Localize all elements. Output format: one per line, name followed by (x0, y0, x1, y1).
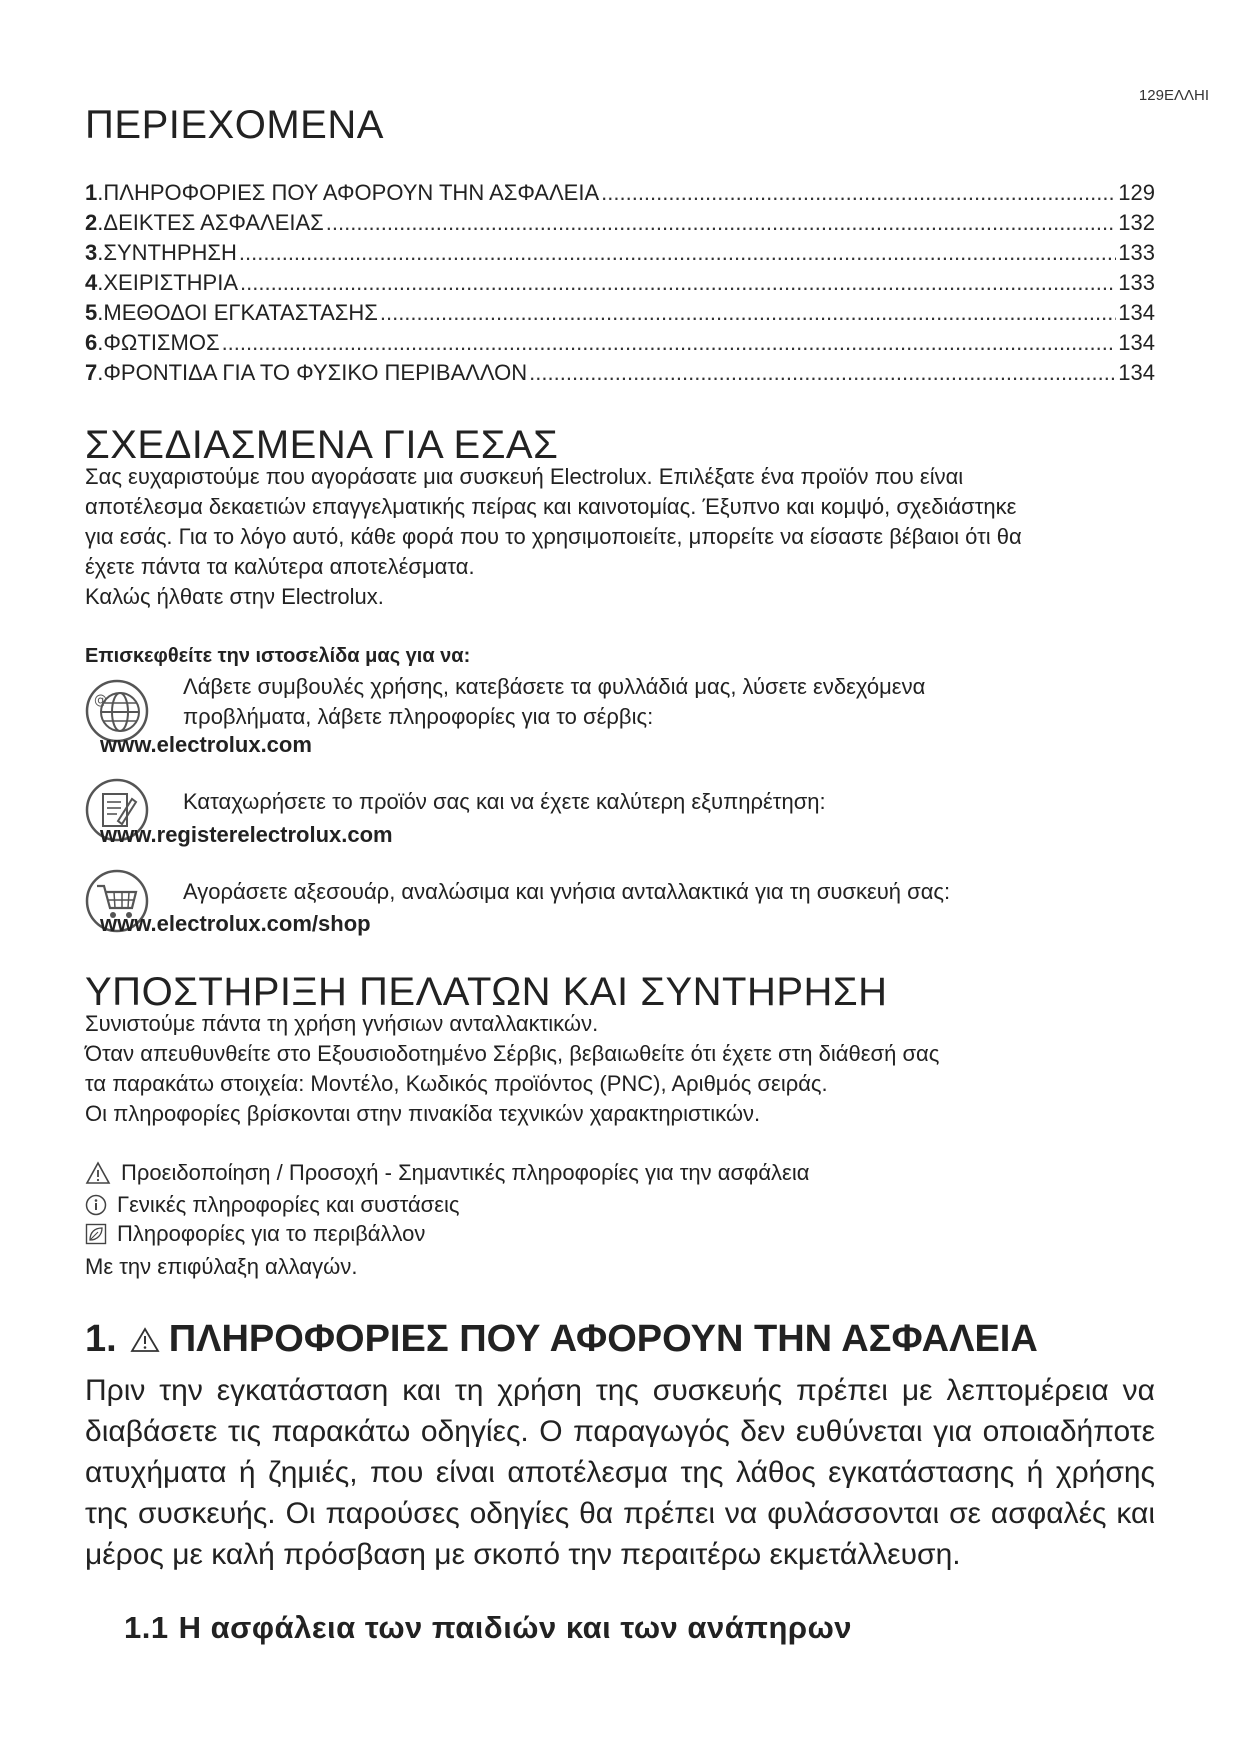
shop-link[interactable]: www.electrolux.com/shop (100, 911, 371, 936)
toc-leader-dots (240, 268, 1116, 298)
designed-line: έχετε πάντα τα καλύτερα αποτελέσματα. (85, 554, 475, 579)
legend-environment-text: Πληροφορίες για το περιβάλλον (117, 1221, 426, 1246)
toc-item-page: 133 (1118, 270, 1155, 295)
toc-item-separator: . (97, 330, 104, 355)
section1-body: Πριν την εγκατάσταση και τη χρήση της συσκευής πρέπει με λεπτομέρεια να διαβάσετε τις παρακάτω οδηγίες. Ο παραγωγός δεν ευθύνεται για οποιαδήποτε ατυχήματα ή ζημιές, που είναι αποτέλεσμα της λάθος εγκατάστασης ή χρήσης της συσκευής. Οι παρούσες οδηγίες θα πρέπει να φυλάσσονται σε ασφαλές και μέρος με καλή πρόσβαση με σκοπό την περαιτέρω εκμετάλλευση. (85, 1374, 1155, 1571)
toc-item-page: 134 (1118, 300, 1155, 325)
toc-item-number: 3 (85, 240, 98, 265)
legend-environment (85, 1221, 425, 1247)
subject-to-change-note: Με την επιφύλαξη αλλαγών. (85, 1254, 358, 1279)
designed-line: αποτέλεσμα δεκαετιών επαγγελματικής πείρας και καινοτομίας. Έξυπνο και κομψό, σχεδιάστηκε (85, 494, 1017, 519)
toc-item-separator: . (97, 210, 104, 235)
toc-item-number: 4 (85, 270, 98, 295)
toc-item-label: ΦΡΟΝΤΙΔΑ ΓΙΑ ΤΟ ΦΥΣΙΚΟ ΠΕΡΙΒΑΛΛΟΝ (103, 360, 528, 385)
electrolux-link[interactable]: www.electrolux.com (100, 732, 312, 757)
subsection-1-1-title (124, 1610, 852, 1646)
visit-item-line: Λάβετε συμβουλές χρήσης, κατεβάσετε τα φυλλάδιά μας, λύσετε ενδεχόμενα (183, 674, 926, 699)
warning-icon (129, 1326, 161, 1354)
toc-item-label: ΜΕΘΟΔΟΙ ΕΓΚΑΤΑΣΤΑΣΗΣ (103, 300, 378, 325)
toc-item-page: 134 (1118, 330, 1155, 355)
toc-item-separator: . (97, 180, 104, 205)
toc-item[interactable] (85, 178, 1155, 208)
toc-leader-dots (601, 178, 1116, 208)
svg-text:@: @ (94, 693, 107, 708)
toc-item[interactable] (85, 298, 1155, 328)
toc-item-separator: . (97, 300, 104, 325)
visit-item-text (183, 877, 1083, 907)
warning-icon (85, 1161, 111, 1185)
support-line: τα παρακάτω στοιχεία: Μοντέλο, Κωδικός προϊόντος (PNC), Αριθμός σειράς. (85, 1071, 828, 1096)
toc-item-number: 2 (85, 210, 98, 235)
toc-item-number: 7 (85, 360, 98, 385)
toc-leader-dots (380, 298, 1116, 328)
register-link[interactable]: www.registerelectrolux.com (100, 822, 393, 847)
table-of-contents (85, 178, 1155, 388)
toc-item[interactable] (85, 238, 1155, 268)
toc-leader-dots (239, 238, 1116, 268)
section1-title (85, 1318, 1038, 1361)
visit-item-line: προβλήματα, λάβετε πληροφορίες για το σέρβις: (183, 704, 654, 729)
legend-warning (85, 1160, 809, 1186)
designed-text (85, 462, 1155, 612)
section1-heading-text: ΠΛΗΡΟΦΟΡΙΕΣ ΠΟΥ ΑΦΟΡΟΥΝ ΤΗΝ ΑΣΦΑΛΕΙΑ (168, 1318, 1038, 1360)
toc-item-separator: . (97, 240, 104, 265)
toc-item-page: 132 (1118, 210, 1155, 235)
legend-warning-text: Προειδοποίηση / Προσοχή - Σημαντικές πληροφορίες για την ασφάλεια (121, 1160, 810, 1185)
support-text (85, 1009, 1155, 1129)
toc-title: ΠΕΡΙΕΧΟΜΕΝΑ (85, 103, 384, 147)
legend-info (85, 1192, 460, 1218)
visit-item-text (183, 787, 1083, 817)
toc-item[interactable] (85, 208, 1155, 238)
toc-leader-dots (529, 358, 1116, 388)
toc-item-number: 6 (85, 330, 98, 355)
toc-item-number: 1 (85, 180, 98, 205)
visit-item-text (183, 672, 1083, 732)
support-line: Οι πληροφορίες βρίσκονται στην πινακίδα τεχνικών χαρακτηριστικών. (85, 1101, 761, 1126)
toc-item[interactable] (85, 268, 1155, 298)
visit-item-line: Αγοράσετε αξεσουάρ, αναλώσιμα και γνήσια ανταλλακτικά για τη συσκευή σας: (183, 879, 951, 904)
toc-leader-dots (326, 208, 1117, 238)
toc-item-label: ΠΛΗΡΟΦΟΡΙΕΣ ΠΟΥ ΑΦΟΡΟΥΝ ΤΗΝ ΑΣΦΑΛΕΙΑ (103, 180, 600, 205)
toc-item-separator: . (97, 270, 104, 295)
support-line: Συνιστούμε πάντα τη χρήση γνήσιων ανταλλακτικών. (85, 1011, 599, 1036)
toc-item-page: 134 (1118, 360, 1155, 385)
toc-item[interactable] (85, 358, 1155, 388)
designed-line: Καλώς ήλθατε στην Electrolux. (85, 584, 384, 609)
toc-leader-dots (222, 328, 1117, 358)
visit-heading: Επισκεφθείτε την ιστοσελίδα μας για να: (85, 645, 471, 667)
toc-item[interactable] (85, 328, 1155, 358)
support-title: ΥΠΟΣΤΗΡΙΞΗ ΠΕΛΑΤΩΝ ΚΑΙ ΣΥΝΤΗΡΗΣΗ (85, 970, 888, 1014)
legend-info-text: Γενικές πληροφορίες και συστάσεις (117, 1192, 460, 1217)
subsection-number: 1.1 (124, 1610, 169, 1645)
toc-item-page: 133 (1118, 240, 1155, 265)
designed-line: Σας ευχαριστούμε που αγοράσατε μια συσκευή Electrolux. Επιλέξατε ένα προϊόν που είναι (85, 464, 964, 489)
info-icon (85, 1194, 107, 1216)
visit-item-line: Καταχωρήσετε το προϊόν σας και να έχετε καλύτερη εξυπηρέτηση: (183, 789, 826, 814)
toc-item-separator: . (97, 360, 104, 385)
toc-item-label: ΦΩΤΙΣΜΟΣ (103, 330, 220, 355)
designed-title: ΣΧΕΔΙΑΣΜΕΝΑ ΓΙΑ ΕΣΑΣ (85, 423, 559, 467)
toc-item-number: 5 (85, 300, 98, 325)
toc-item-page: 129 (1118, 180, 1155, 205)
subsection-heading-text: Η ασφάλεια των παιδιών και των ανάπηρων (178, 1610, 853, 1645)
support-line: Όταν απευθυνθείτε στο Εξουσιοδοτημένο Σέρβις, βεβαιωθείτε ότι έχετε στη διάθεσή σας (85, 1041, 940, 1066)
leaf-icon (85, 1223, 107, 1245)
toc-item-label: ΧΕΙΡΙΣΤΗΡΙΑ (103, 270, 239, 295)
toc-item-label: ΣΥΝΤΗΡΗΣΗ (103, 240, 237, 265)
section1-number: 1. (85, 1318, 117, 1360)
toc-item-label: ΔΕΙΚΤΕΣ ΑΣΦΑΛΕΙΑΣ (103, 210, 324, 235)
page-code: 129ΕΛΛΗΙ (1138, 87, 1209, 104)
designed-line: για εσάς. Για το λόγο αυτό, κάθε φορά που το χρησιμοποιείτε, μπορείτε να είσαστε βέβαιοι ότι θα (85, 524, 1022, 549)
